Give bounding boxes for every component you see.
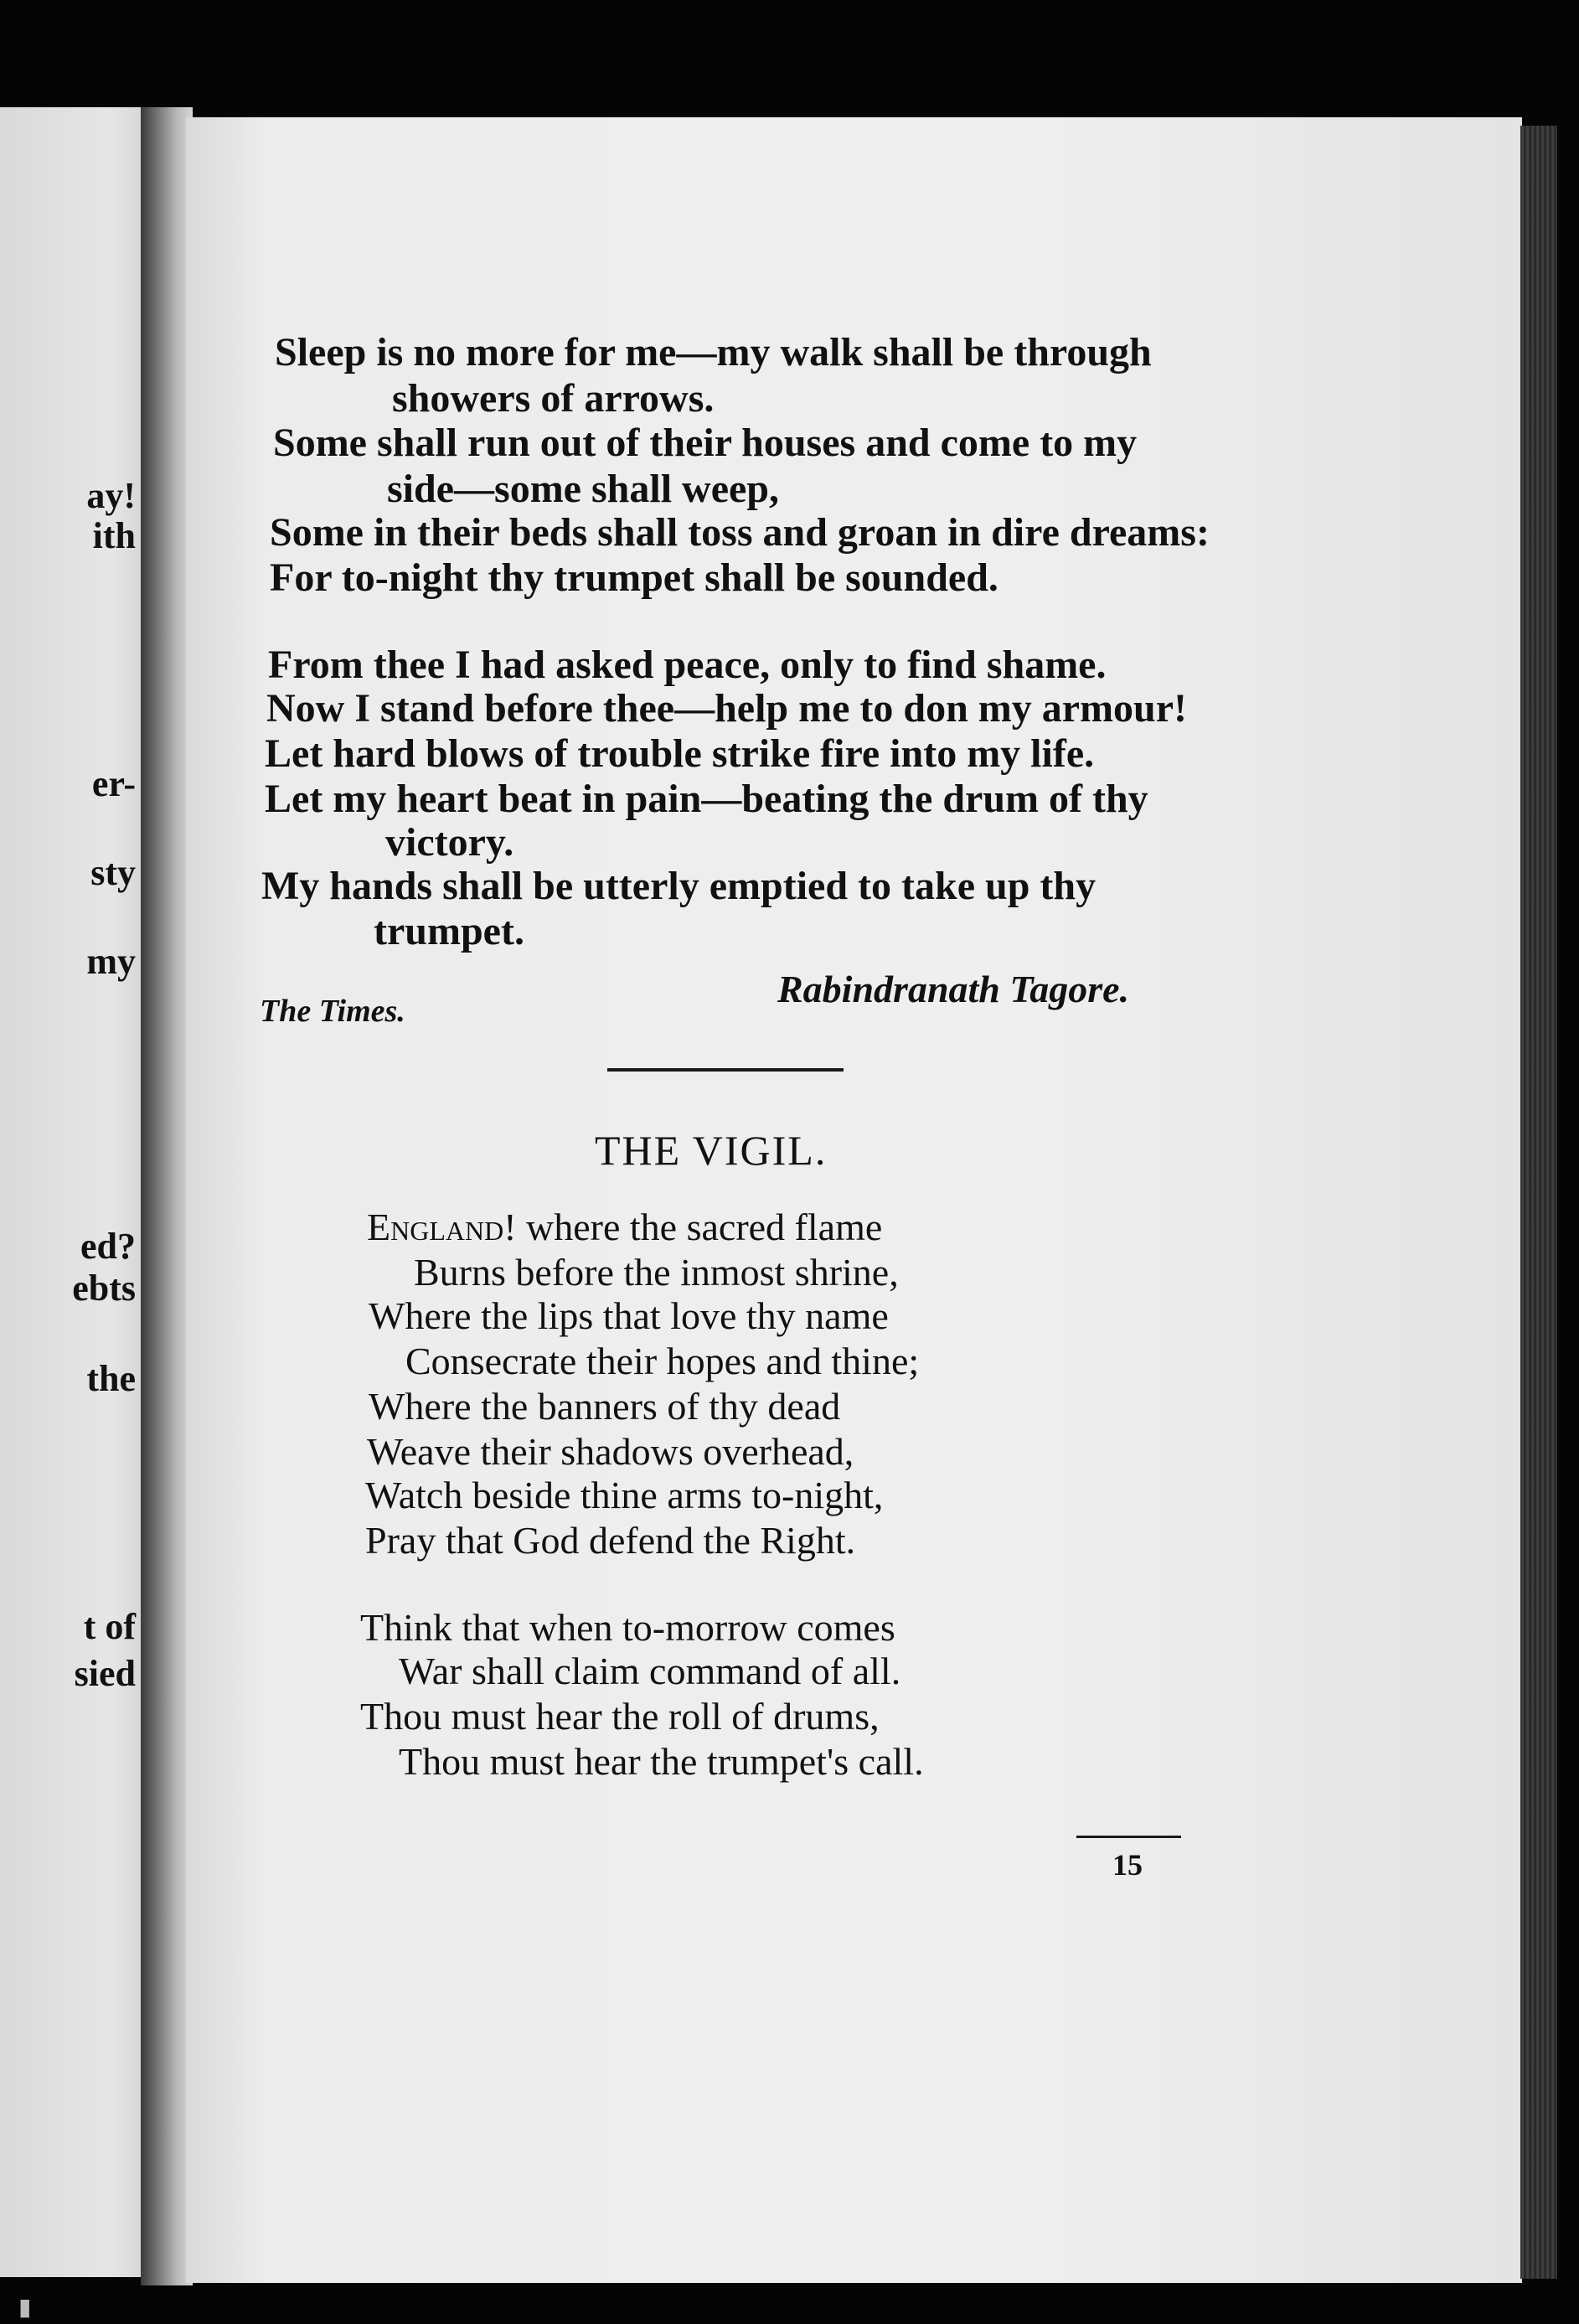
- poem-author: Rabindranath Tagore.: [777, 968, 1130, 1010]
- book-gutter: [141, 107, 193, 2285]
- poem-line: [367, 1208, 882, 1247]
- poem-line: victory.: [385, 820, 514, 865]
- poem-line: Think that when to-morrow comes: [360, 1606, 895, 1649]
- poem-line: Some shall run out of their houses and come to my: [273, 421, 1138, 465]
- poem-line: Some in their beds shall toss and groan in dire dreams:: [270, 510, 1210, 555]
- left-page-fragment: the: [86, 1358, 136, 1399]
- poem-line: Sleep is no more for me—my walk shall be through: [275, 330, 1152, 374]
- left-page-fragment: ith: [92, 515, 136, 556]
- left-page-fragment: ed?: [80, 1226, 136, 1267]
- poem-line: Now I stand before thee—help me to don my armour!: [266, 686, 1188, 731]
- left-page-fragment: ebts: [72, 1268, 136, 1309]
- poem-line: Weave their shadows overhead,: [367, 1430, 854, 1473]
- poem-source: The Times.: [260, 994, 405, 1029]
- poem-line-rest: where the sacred flame: [516, 1206, 883, 1248]
- poem-line: Thou must hear the roll of drums,: [360, 1695, 880, 1738]
- poem-line: For to-night thy trumpet shall be sounded.: [270, 555, 998, 600]
- poem-line: From thee I had asked peace, only to find shame.: [268, 643, 1107, 687]
- poem-line: side—some shall weep,: [387, 467, 779, 511]
- left-page-fragment: sty: [90, 852, 136, 893]
- left-page-fragment: er-: [91, 763, 136, 804]
- scan-mark-icon: ▮: [18, 2293, 32, 2321]
- poem-line: Where the banners of thy dead: [369, 1385, 841, 1428]
- poem-line: War shall claim command of all.: [399, 1650, 901, 1692]
- poem-line: showers of arrows.: [392, 376, 715, 421]
- poem-line: Where the lips that love thy name: [369, 1294, 889, 1337]
- poem-line: Consecrate their hopes and thine;: [405, 1340, 920, 1382]
- poem-line: Thou must hear the trumpet's call.: [399, 1740, 924, 1783]
- left-page-fragment: my: [86, 941, 136, 982]
- poem-line: Pray that God defend the Right.: [365, 1519, 856, 1562]
- left-page: [0, 107, 157, 2277]
- poem-line: trumpet.: [374, 909, 524, 953]
- footer-rule: [1076, 1836, 1181, 1838]
- poem-line: Let my heart beat in pain—beating the drum of thy: [265, 777, 1148, 821]
- section-divider: [607, 1068, 844, 1072]
- page-edge: [1520, 126, 1557, 2279]
- left-page-fragment: sied: [74, 1653, 136, 1694]
- poem-drop-word: England!: [367, 1206, 517, 1248]
- left-page-fragment: ay!: [86, 475, 136, 516]
- page-number: 15: [1112, 1848, 1143, 1882]
- poem-line: Let hard blows of trouble strike fire into my life.: [265, 731, 1095, 776]
- left-page-fragment: t of: [83, 1606, 136, 1647]
- poem-line: Watch beside thine arms to-night,: [365, 1474, 884, 1516]
- poem-title: THE VIGIL.: [595, 1127, 828, 1174]
- poem-line: My hands shall be utterly emptied to take up thy: [261, 864, 1097, 908]
- poem-line: Burns before the inmost shrine,: [414, 1251, 899, 1294]
